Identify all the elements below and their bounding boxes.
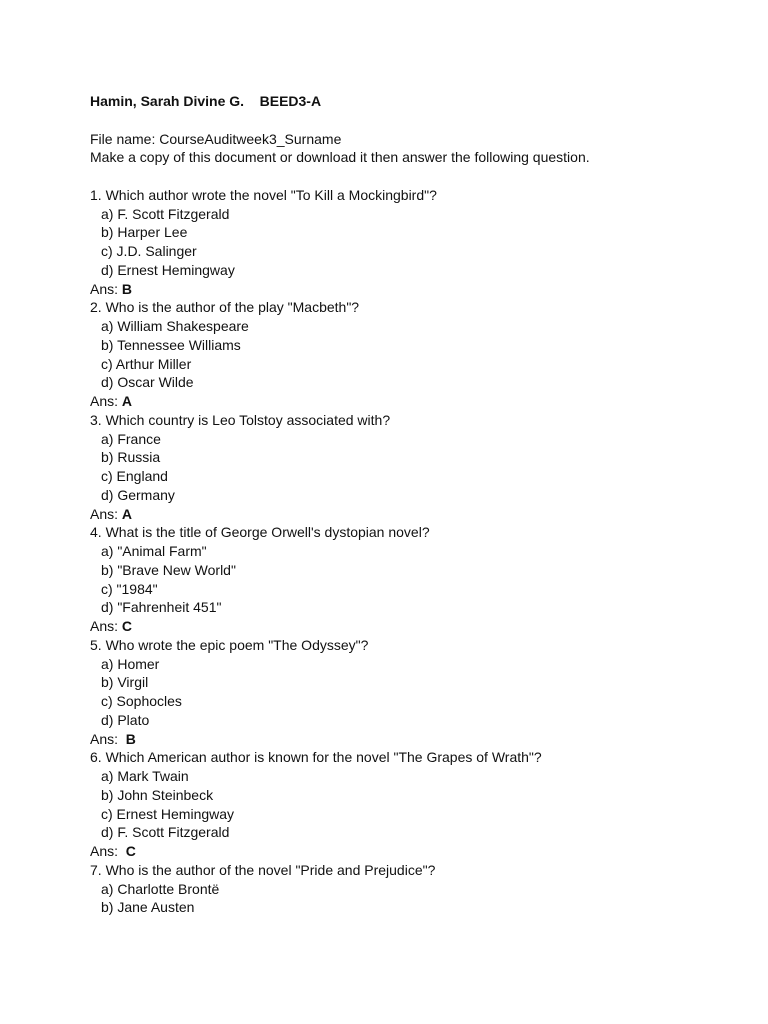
answer-line (90, 617, 730, 636)
option-item: b) Virgil (101, 674, 149, 691)
option-item: b) "Brave New World" (101, 561, 236, 578)
option-item: d) Ernest Hemingway (101, 261, 235, 278)
question-text: 7. Who is the author of the novel "Pride and Prejudice"? (90, 861, 436, 878)
instructions-line: Make a copy of this document or download it then answer the following question. (90, 149, 590, 166)
answer-label: Ans: (90, 280, 122, 297)
answer-value: B (125, 730, 136, 747)
answer-value: C (125, 843, 136, 859)
option-item: c) Sophocles (101, 693, 182, 709)
option-item: c) J.D. Salinger (101, 243, 197, 259)
option-item: a) France (101, 430, 161, 447)
answer-label: Ans: (90, 393, 122, 409)
document-page (90, 92, 730, 917)
question-text: 3. Which country is Leo Tolstoy associated with? (90, 411, 391, 428)
option-item: d) F. Scott Fitzgerald (101, 824, 230, 841)
student-name: Hamin, Sarah Divine G. (90, 93, 245, 109)
question-block (90, 411, 730, 524)
answer-line (90, 842, 730, 861)
answer-line (90, 392, 730, 411)
option-item: d) Germany (101, 486, 175, 503)
option-item: c) Ernest Hemingway (101, 805, 235, 822)
answer-line (90, 730, 730, 749)
option-item: a) Charlotte Brontë (101, 880, 220, 897)
file-name-line: File name: CourseAuditweek3_Surname (90, 130, 342, 147)
option-item: d) Oscar Wilde (101, 374, 194, 391)
question-block (90, 748, 730, 861)
question-block (90, 523, 730, 636)
option-item: d) "Fahrenheit 451" (101, 599, 222, 616)
answer-label: Ans: (90, 505, 122, 522)
student-section: BEED3-A (259, 93, 322, 109)
option-item: b) Tennessee Williams (101, 336, 241, 353)
answer-value: B (121, 280, 133, 297)
question-block (90, 298, 730, 411)
answer-line (90, 505, 730, 524)
option-item: a) Homer (101, 655, 160, 672)
question-text: 5. Who wrote the epic poem "The Odyssey"? (90, 636, 369, 653)
option-item: a) F. Scott Fitzgerald (101, 205, 230, 222)
answer-label: Ans: (90, 843, 126, 859)
spacer (90, 111, 730, 130)
question-block (90, 636, 730, 749)
answer-value: A (121, 393, 133, 409)
question-text: 6. Which American author is known for the novel "The Grapes of Wrath"? (90, 749, 542, 766)
student-header (90, 92, 730, 111)
question-text: 1. Which author wrote the novel "To Kill a Mockingbird"? (90, 186, 437, 203)
option-item: c) "1984" (101, 580, 158, 597)
answer-value: C (121, 618, 133, 634)
option-item: b) John Steinbeck (101, 786, 214, 803)
answer-line (90, 280, 730, 299)
answer-label: Ans: (90, 618, 122, 634)
question-text: 2. Who is the author of the play "Macbeth"? (90, 299, 360, 316)
option-item: b) Russia (101, 449, 161, 466)
option-item: a) Mark Twain (101, 768, 189, 784)
question-text: 4. What is the title of George Orwell's dystopian novel? (90, 524, 430, 541)
question-block (90, 861, 730, 917)
spacer (90, 167, 730, 186)
question-block (90, 186, 730, 299)
option-item: d) Plato (101, 711, 150, 728)
answer-label: Ans: (90, 730, 126, 747)
option-item: c) Arthur Miller (101, 355, 192, 372)
option-item: a) William Shakespeare (101, 318, 249, 334)
option-item: c) England (101, 468, 168, 484)
option-item: b) Harper Lee (101, 224, 188, 241)
answer-value: A (121, 505, 133, 522)
option-item: a) "Animal Farm" (101, 543, 207, 559)
option-item: b) Jane Austen (101, 899, 195, 916)
